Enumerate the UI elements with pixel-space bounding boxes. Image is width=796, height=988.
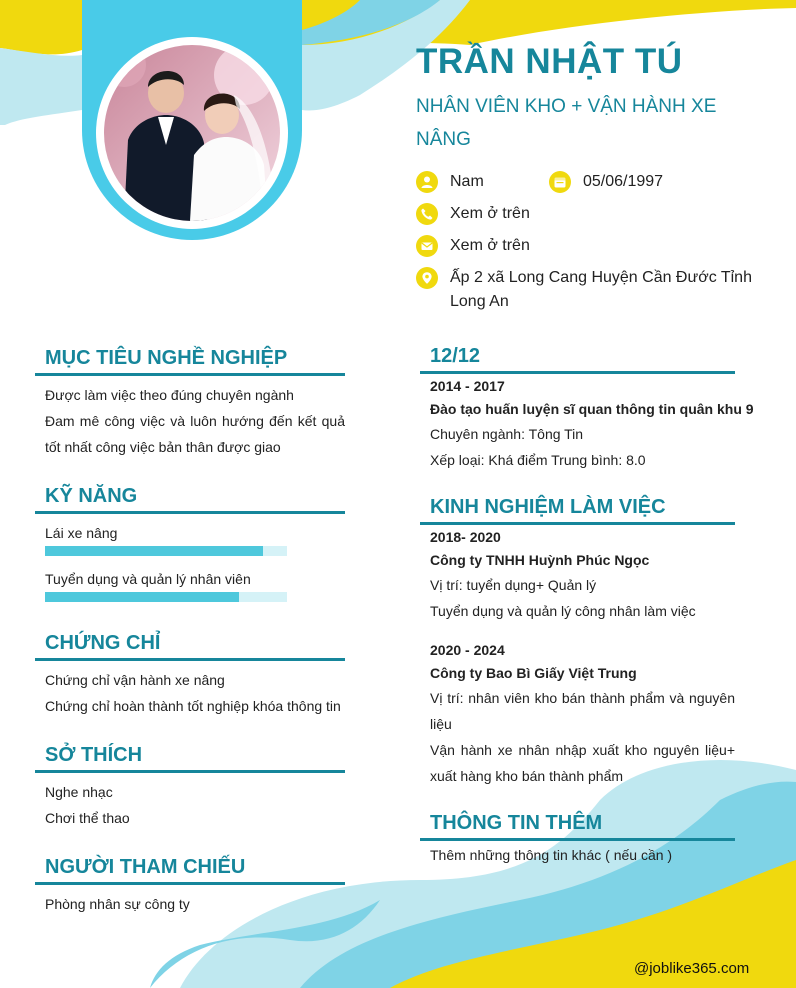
job-period: 2020 - 2024	[430, 642, 505, 658]
phone-value: Xem ở trên	[450, 205, 530, 222]
job-company: Công ty Bao Bì Giấy Việt Trung	[430, 665, 637, 681]
gender-value: Nam	[450, 173, 484, 190]
references-divider	[35, 882, 345, 885]
certificates-title: CHỨNG CHỈ	[45, 632, 161, 654]
watermark-text: @joblike365.com	[634, 960, 750, 977]
certificates-divider	[35, 658, 345, 661]
mail-icon	[416, 235, 438, 257]
education-grade: Xếp loại: Khá điểm Trung bình: 8.0	[430, 452, 646, 468]
job-description: Vận hành xe nhân nhập xuất kho nguyên liệu+ xuất hàng kho bán thành phẩm	[430, 742, 735, 784]
skill-bar-fill	[45, 592, 239, 602]
profile-photo	[104, 45, 280, 221]
education-school: Đào tạo huấn luyện sĩ quan thông tin quân khu 9	[430, 401, 754, 417]
education-period: 2014 - 2017	[430, 378, 505, 394]
extra-info-title: THÔNG TIN THÊM	[430, 812, 603, 834]
skills-divider	[35, 511, 345, 514]
skill-label: Tuyển dụng và quản lý nhân viên	[45, 571, 251, 587]
birthday-row	[549, 170, 663, 194]
location-icon	[416, 267, 438, 289]
job-position: Vị trí: tuyển dụng+ Quản lý	[430, 577, 597, 593]
job-company: Công ty TNHH Huỳnh Phúc Ngọc	[430, 552, 650, 568]
job-period: 2018- 2020	[430, 529, 501, 545]
hobby-item: Nghe nhạc	[45, 784, 113, 800]
experience-title: KINH NGHIỆM LÀM VIỆC	[430, 496, 666, 518]
skill-bar	[45, 546, 287, 556]
skills-title: KỸ NĂNG	[45, 485, 138, 507]
email-row	[416, 234, 530, 258]
skill-bar	[45, 592, 287, 602]
reference-item: Phòng nhân sự công ty	[45, 896, 190, 912]
phone-icon	[416, 203, 438, 225]
phone-row	[416, 202, 530, 226]
hobbies-divider	[35, 770, 345, 773]
career-goal-line-2: Đam mê công việc và luôn hướng đến kết quả tốt nhất công việc bản thân được giao	[45, 413, 345, 455]
birthday-value: 05/06/1997	[583, 173, 664, 190]
job-title: NHÂN VIÊN KHO + VẬN HÀNH XE NÂNG	[416, 96, 717, 150]
candidate-name: TRẦN NHẬT TÚ	[416, 42, 683, 81]
extra-info-text: Thêm những thông tin khác ( nếu cần )	[430, 847, 673, 863]
address-row	[416, 266, 756, 314]
job-position: Vị trí: nhân viên kho bán thành phẩm và nguyên liệu	[430, 690, 735, 732]
extra-info-divider	[420, 838, 735, 841]
references-title: NGƯỜI THAM CHIẾU	[45, 856, 246, 878]
skill-bar-fill	[45, 546, 263, 556]
career-goal-divider	[35, 373, 345, 376]
hobbies-title: SỞ THÍCH	[45, 744, 143, 766]
job-description: Tuyển dụng và quản lý công nhân làm việc	[430, 603, 696, 619]
skill-label: Lái xe nâng	[45, 525, 118, 541]
education-major: Chuyên ngành: Tông Tin	[430, 426, 584, 442]
certificate-item: Chứng chỉ vận hành xe nâng	[45, 672, 225, 688]
address-value: Ấp 2 xã Long Cang Huyện Cần Đước Tỉnh Long An	[450, 269, 752, 310]
user-icon	[416, 171, 438, 193]
calendar-icon	[549, 171, 571, 193]
gender-row	[416, 170, 484, 194]
education-title: 12/12	[430, 345, 481, 367]
career-goal-line-1: Được làm việc theo đúng chuyên ngành	[45, 387, 294, 403]
career-goal-title: MỤC TIÊU NGHỀ NGHIỆP	[45, 347, 288, 369]
hobby-item: Chơi thể thao	[45, 810, 130, 826]
certificate-item: Chứng chỉ hoàn thành tốt nghiệp khóa thông tin	[45, 698, 341, 714]
email-value: Xem ở trên	[450, 237, 530, 254]
